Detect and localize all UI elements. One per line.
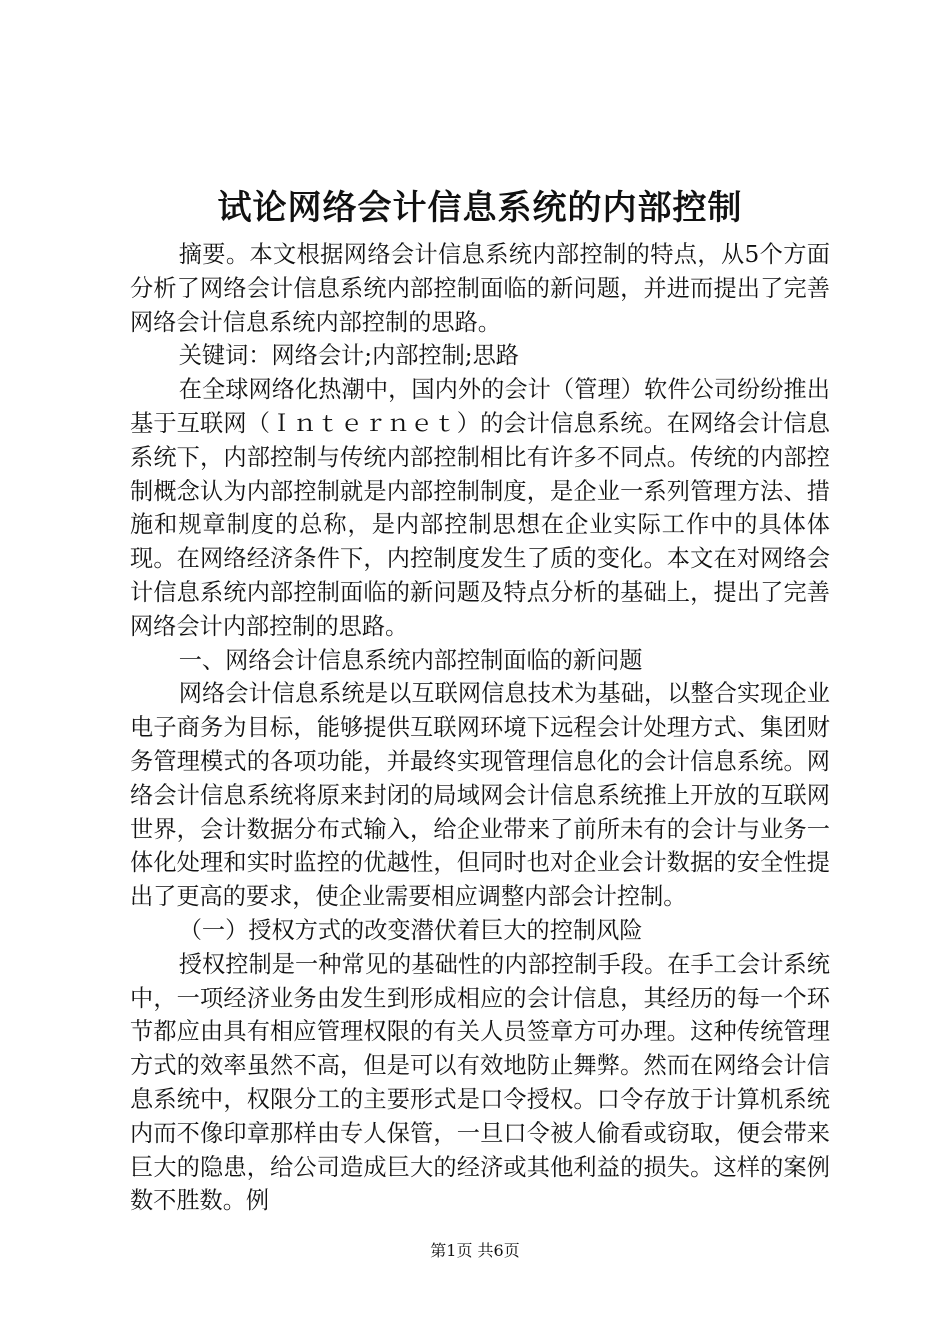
section-heading-1: 一、网络会计信息系统内部控制面临的新问题 <box>178 646 643 674</box>
keywords-paragraph: 关键词：网络会计;内部控制;思路 <box>178 342 519 370</box>
abstract-paragraph: 摘要。本文根据网络会计信息系统内部控制的特点，从5个方面分析了网络会计信息系统内部控制面临的新问题，并进而提出了完善网络会计信息系统内部控制的思路。 <box>130 241 830 336</box>
intro-paragraph: 在全球网络化热潮中，国内外的会计（管理）软件公司纷纷推出基于互联网（Ｉｎｔｅｒｎｅｔ）的会计信息系统。在网络会计信息系统下，内部控制与传统内部控制相比有许多不同点。传统的内部控制概念认为内部控制就是内部控制制度，是企业一系列管理方法、措施和规章制度的总称，是内部控制思想在企业实际工作中的具体体现。在网络经济条件下，内控制度发生了质的变化。本文在对网络会计信息系统内部控制面临的新问题及特点分析的基础上，提出了完善网络会计内部控制的思路。 <box>130 376 830 640</box>
body-paragraph: 授权控制是一种常见的基础性的内部控制手段。在手工会计系统中，一项经济业务由发生到形成相应的会计信息，其经历的每一个环节都应由具有相应管理权限的有关人员签章方可办理。这种传统管理方式的效率虽然不高，但是可以有效地防止舞弊。然而在网络会计信息系统中，权限分工的主要形式是口令授权。口令存放于计算机系统内而不像印章那样由专人保管，一旦口令被人偷看或窃取，便会带来巨大的隐患，给公司造成巨大的经济或其他利益的损失。这样的案例数不胜数。例 <box>130 950 830 1215</box>
document-title: 试论网络会计信息系统的内部控制 <box>217 188 743 228</box>
page-footer: 第1页 共6页 <box>430 1241 520 1260</box>
document-body <box>130 238 830 1218</box>
body-paragraph: 网络会计信息系统是以互联网信息技术为基础，以整合实现企业电子商务为目标，能够提供互联网环境下远程会计处理方式、集团财务管理模式的各项功能，并最终实现管理信息化的会计信息系统。网络会计信息系统将原来封闭的局域网会计信息系统推上开放的互联网世界，会计数据分布式输入，给企业带来了前所未有的会计与业务一体化处理和实时监控的优越性，但同时也对企业会计数据的安全性提出了更高的要求，使企业需要相应调整内部会计控制。 <box>130 680 830 911</box>
subsection-heading-1: （一）授权方式的改变潜伏着巨大的控制风险 <box>178 916 643 944</box>
